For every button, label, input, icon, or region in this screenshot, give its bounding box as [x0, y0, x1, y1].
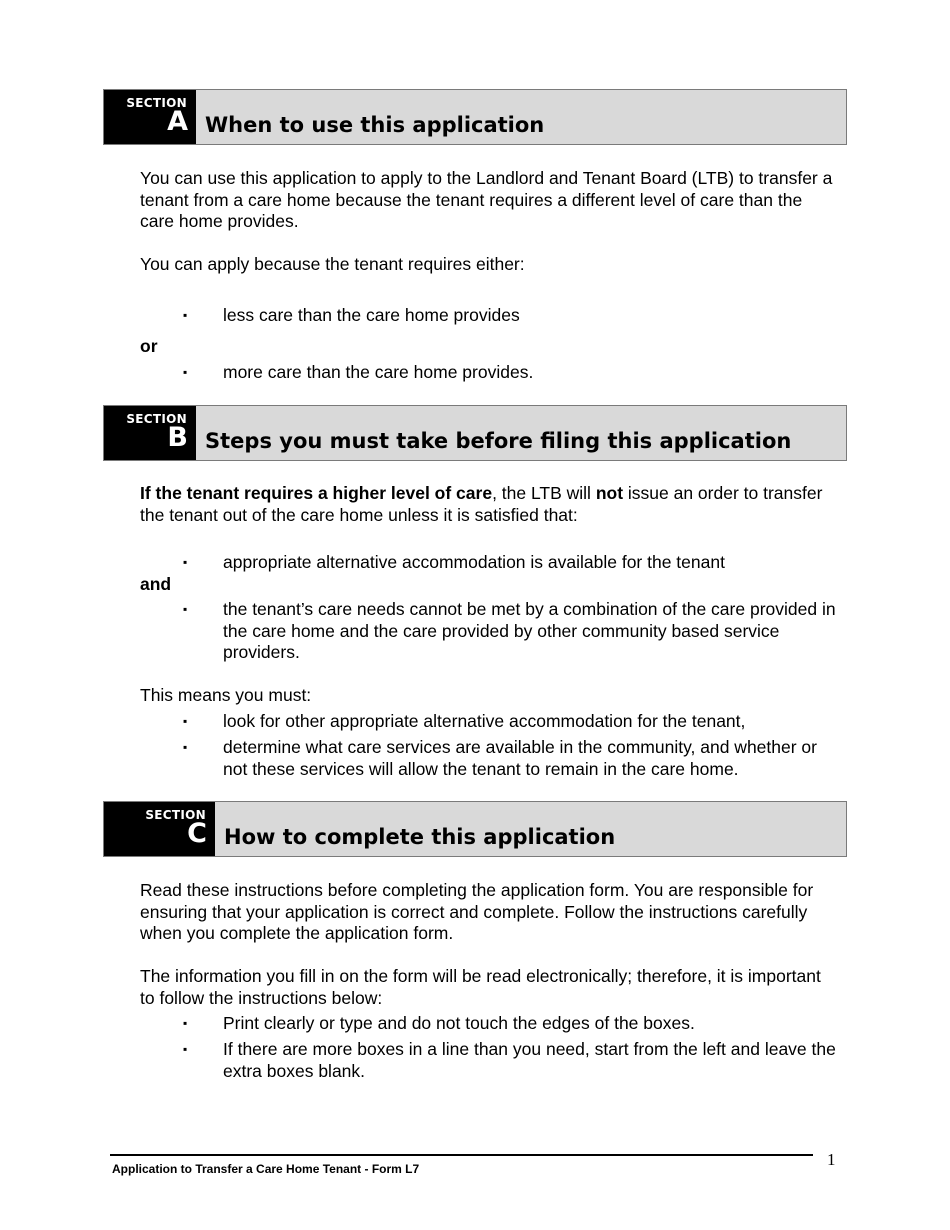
footer-form-title: Application to Transfer a Care Home Tenant - Form L7 [112, 1162, 420, 1176]
section-b-header [103, 405, 847, 461]
section-b-bullet-2: the tenant’s care needs cannot be met by a combination of the care provided in the care home and the care provided by other community based service providers. [223, 599, 836, 662]
section-a-para-2: You can apply because the tenant requires either: [140, 254, 525, 274]
section-c-title: How to complete this application [224, 825, 616, 849]
section-a-label [104, 90, 196, 144]
section-b-word: SECTION [126, 412, 187, 426]
section-b-bullet-3: look for other appropriate alternative accommodation for the tenant, [223, 711, 746, 731]
section-b-para-1-bold-1: If the tenant requires a higher level of care [140, 483, 493, 503]
section-c-label [104, 802, 215, 856]
section-b-letter: B [167, 422, 188, 453]
section-b-bullet-4: determine what care services are available in the community, and whether or not these services will allow the tenant to remain in the care home. [223, 737, 817, 779]
section-a-word: SECTION [126, 96, 187, 110]
section-c-para-1: Read these instructions before completing the application form. You are responsible for ensuring that your application is correct and complete. Follow the instructions carefully when you complete the application form. [140, 880, 814, 943]
section-b-para-2: This means you must: [140, 685, 312, 705]
bullet-icon: ▪ [183, 1042, 188, 1056]
section-b-para-1-bold-2: not [595, 483, 624, 503]
section-c-header [103, 801, 847, 857]
section-b-title: Steps you must take before filing this application [205, 429, 792, 453]
section-a-para-1: You can use this application to apply to the Landlord and Tenant Board (LTB) to transfer a tenant from a care home because the tenant requires a different level of care than the care home provides. [140, 168, 833, 231]
bullet-icon: ▪ [183, 602, 188, 616]
section-b-label [104, 406, 196, 460]
bullet-icon: ▪ [183, 555, 188, 569]
section-c-bullet-2: If there are more boxes in a line than you need, start from the left and leave the extra boxes blank. [223, 1039, 836, 1081]
section-b-connector: and [140, 574, 172, 594]
section-a-bullet-2: more care than the care home provides. [223, 362, 534, 382]
section-b-para-1-part-2: , the LTB will [492, 483, 596, 503]
section-b-para-1-part-3: issue an order to transfer the tenant out of the care home unless it is satisfied that: [140, 483, 823, 525]
section-c-para-2: The information you fill in on the form will be read electronically; therefore, it is important to follow the instructions below: [140, 966, 821, 1008]
bullet-icon: ▪ [183, 714, 188, 728]
section-c-bullet-1: Print clearly or type and do not touch the edges of the boxes. [223, 1013, 695, 1033]
bullet-icon: ▪ [183, 740, 188, 754]
bullet-icon: ▪ [183, 1016, 188, 1030]
section-b-para-1 [140, 483, 840, 526]
section-a-header [103, 89, 847, 145]
footer-divider [110, 1154, 813, 1156]
page-number: 1 [827, 1150, 836, 1169]
section-a-letter: A [167, 106, 188, 137]
section-a-bullet-1: less care than the care home provides [223, 305, 520, 325]
section-c-word: SECTION [145, 808, 206, 822]
bullet-icon: ▪ [183, 308, 188, 322]
section-c-letter: C [187, 818, 207, 849]
section-b-bullet-1: appropriate alternative accommodation is available for the tenant [223, 552, 725, 572]
section-a-title: When to use this application [205, 113, 545, 137]
section-a-connector: or [140, 336, 158, 356]
bullet-icon: ▪ [183, 365, 188, 379]
